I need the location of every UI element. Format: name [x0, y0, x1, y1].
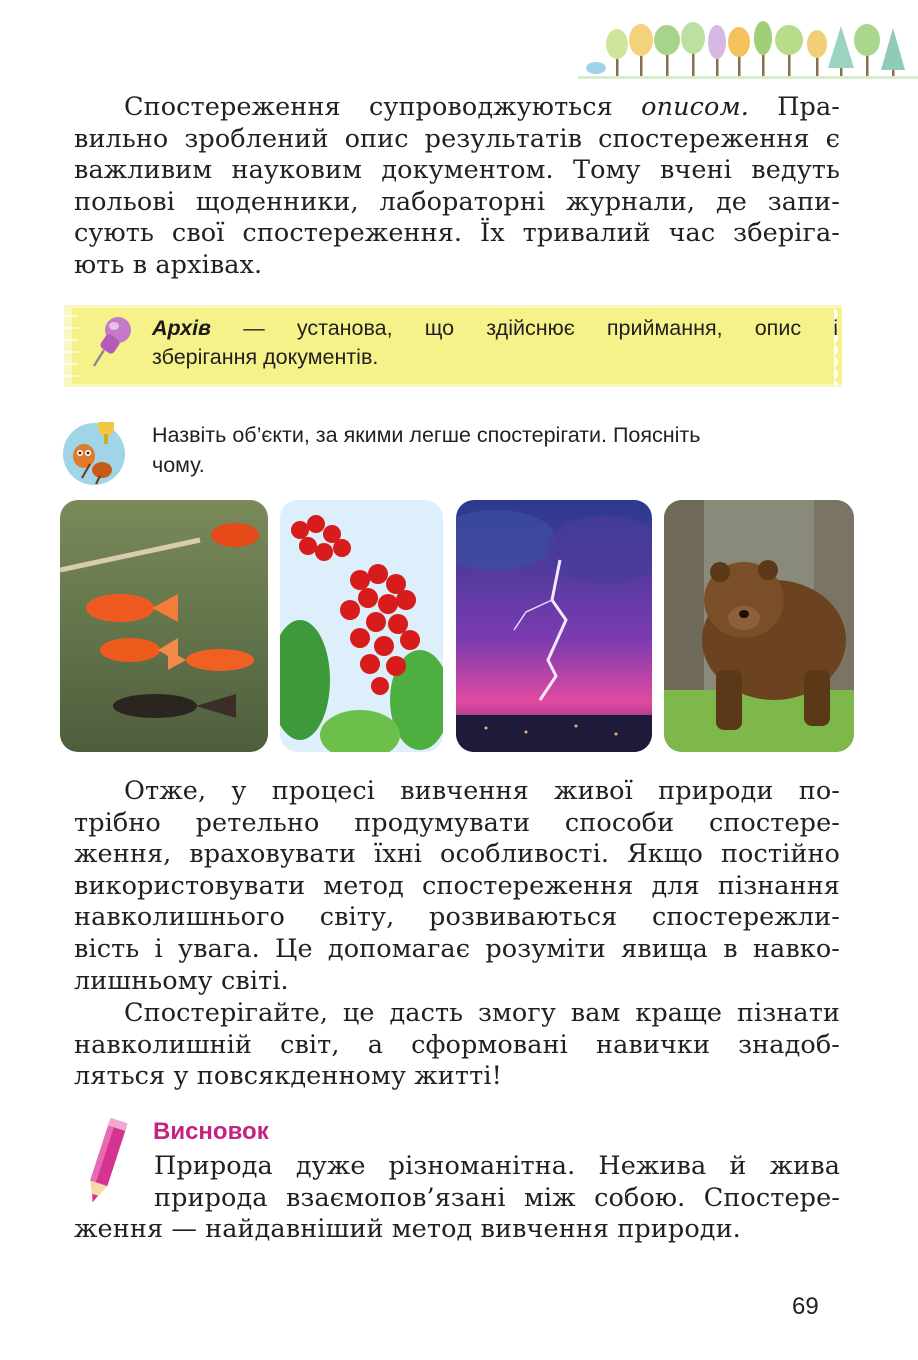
- page-number: 69: [792, 1293, 819, 1320]
- paragraph-observation-description: [74, 92, 840, 282]
- question-line: Назвіть об’єкти, за якими легше спостерігати. Поясніть: [152, 423, 701, 447]
- goldfish-photo: [60, 500, 268, 752]
- viburnum-berries-photo: [280, 500, 443, 752]
- text-run: Спостереження супроводжуються: [124, 92, 613, 122]
- definition-body: — установа, що здійснює приймання, опис і: [211, 316, 838, 340]
- brown-bear-photo: [664, 500, 854, 752]
- definition-term: Архів: [152, 316, 212, 340]
- paragraph-line: [74, 92, 840, 124]
- paragraph-line: Спостерігайте, це дасть змогу вам краще пізнати: [124, 998, 840, 1028]
- paragraph-line: трібно ретельно продумувати способи спостере-: [74, 807, 840, 838]
- decorative-trees-illustration: [578, 18, 918, 80]
- definition-line: [152, 314, 838, 343]
- paragraph-line: польові щоденники, лабораторні журнали, де запи-: [74, 186, 840, 217]
- paragraph-line: вість і увага. Це допомагає розуміти явища в навко-: [74, 933, 840, 964]
- paragraph-line: важливим науковим документом. Тому вчені ведуть: [74, 155, 840, 186]
- conclusion-text: [74, 1151, 840, 1246]
- text-run: Пра-: [777, 92, 840, 122]
- paragraph-line: сують свої спостереження. Їх тривалий час зберіга-: [74, 218, 840, 249]
- paragraph-line: Отже, у процесі вивчення живої природи по-: [124, 776, 840, 806]
- definition-text: [152, 314, 838, 372]
- paragraph-line: ляться у повсякденному житті!: [74, 1061, 502, 1092]
- paragraph-line: лишньому світі.: [74, 965, 289, 996]
- paragraph-conclusion-text: [74, 776, 840, 997]
- question-text: [152, 420, 842, 480]
- paragraph-line: ють в архівах.: [74, 249, 263, 280]
- paragraph-line: ження, враховувати їхні особливості. Якщо постійно: [74, 839, 840, 870]
- paragraph-line: навколишній світ, а сформовані навички знадоб-: [74, 1029, 840, 1060]
- question-line: чому.: [152, 453, 205, 477]
- definition-line-2: зберігання документів.: [152, 345, 379, 369]
- ant-trophy-icon: [60, 418, 128, 486]
- conclusion-line: ження — найдавніший метод вивчення природи.: [74, 1214, 741, 1245]
- lightning-photo: [456, 500, 652, 752]
- italic-term: описом.: [641, 92, 749, 122]
- conclusion-line: Природа дуже різноманітна. Нежива й жива: [154, 1151, 840, 1181]
- conclusion-line: природа взаємопов’язані між собою. Спостере-: [154, 1182, 840, 1213]
- paragraph-observe-advice: [74, 998, 840, 1093]
- paragraph-line: навколишнього світу, розвиваються спостережли-: [74, 902, 840, 933]
- pushpin-icon: [88, 312, 140, 372]
- paragraph-line: використовувати метод спостереження для пізнання: [74, 870, 840, 901]
- conclusion-title: Висновок: [153, 1118, 269, 1145]
- paragraph-line: вильно зроблений опис результатів спостереження є: [74, 123, 840, 154]
